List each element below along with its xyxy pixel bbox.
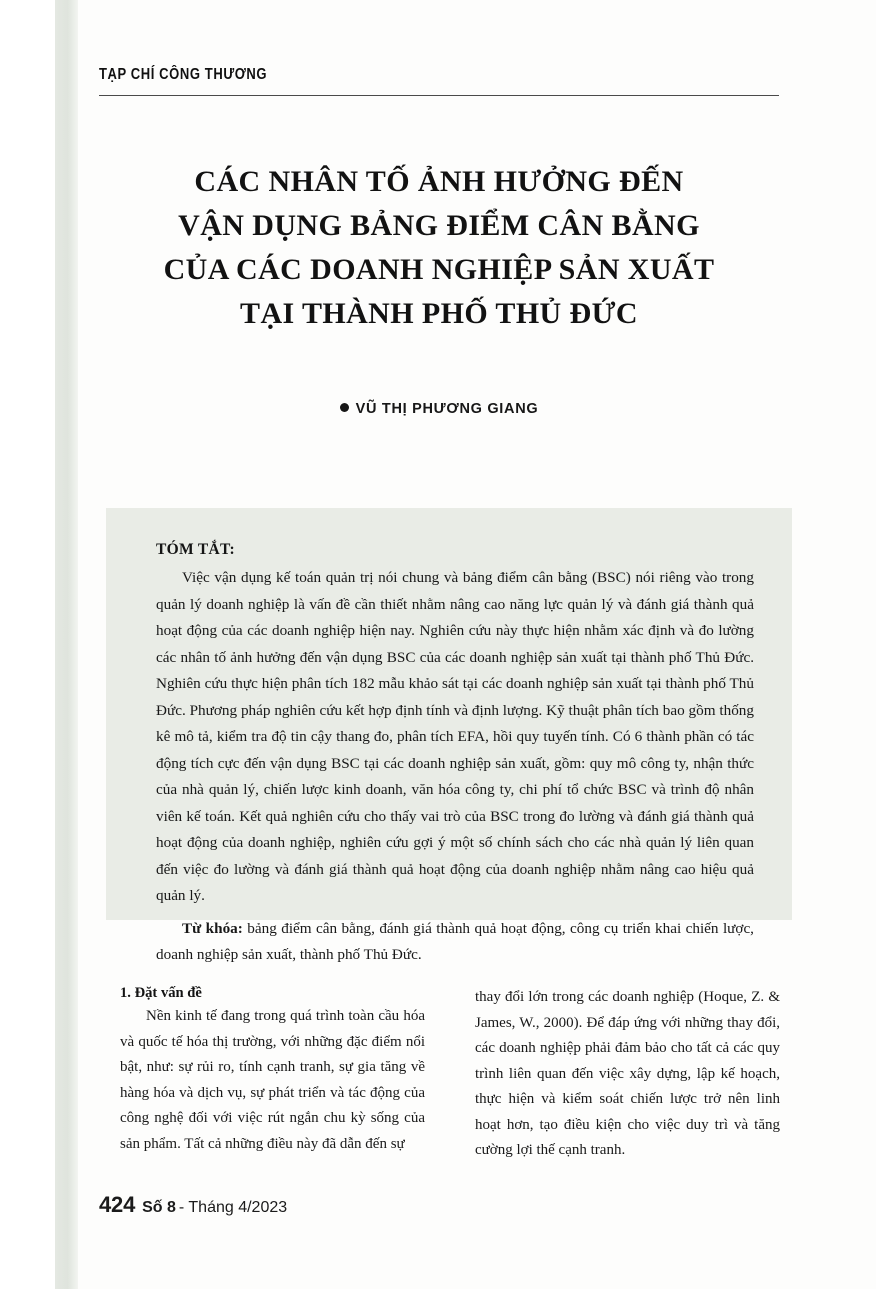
page-outer-margin — [0, 0, 55, 1289]
body-columns — [120, 985, 780, 1185]
filled-circle-icon — [340, 403, 349, 412]
scan-shadow-strip — [55, 0, 78, 1289]
header-divider — [99, 95, 779, 96]
body-column-right — [475, 985, 780, 1164]
section-heading-1: 1. Đặt vấn đề — [120, 985, 202, 1001]
article-title — [99, 160, 779, 336]
body-paragraph-right: thay đổi lớn trong các doanh nghiệp (Hoque, Z. & James, W., 2000). Để đáp ứng với những thay đổi, các doanh nghiệp phải đảm bảo cho tất cả các quy trình liên quan đến việc xây dựng, lập kế hoạch, thực hiện và kiểm soát chiến lược trở nên linh hoạt hơn, tạo điều kiện cho việc duy trì và tăng cường lợi thế cạnh tranh. — [475, 989, 780, 1158]
journal-masthead: TẠP CHÍ CÔNG THƯƠNG — [99, 66, 268, 83]
page-footer — [99, 1192, 287, 1218]
article-title-line-3: CỦA CÁC DOANH NGHIỆP SẢN XUẤT — [163, 253, 715, 286]
abstract-paragraph: Việc vận dụng kế toán quản trị nói chung và bảng điểm cân bằng (BSC) nói riêng vào trong quản lý doanh nghiệp là vấn đề cần thiết nhằm nâng cao năng lực quản lý và đánh giá thành quả hoạt động của các doanh nghiệp hiện nay. Nghiên cứu này thực hiện nhằm xác định và đo lường các nhân tố ảnh hưởng đến vận dụng BSC của các doanh nghiệp sản xuất tại thành phố Thủ Đức. Nghiên cứu thực hiện phân tích 182 mẫu khảo sát tại các doanh nghiệp sản xuất tại thành phố Thủ Đức. Phương pháp nghiên cứu kết hợp định tính và định lượng. Kỹ thuật phân tích bao gồm thống kê mô tả, kiểm tra độ tin cậy thang đo, phân tích EFA, hồi quy tuyến tính. Có 6 thành phần có tác động tích cực đến vận dụng BSC tại các doanh nghiệp sản xuất, gồm: quy mô công ty, nhận thức của nhà quản lý, chiến lược kinh doanh, văn hóa công ty, chi phí tổ chức BSC và trình độ nhân viên kế toán. Kết quả nghiên cứu cho thấy vai trò của BSC trong đo lường và đánh giá thành quả hoạt động của doanh nghiệp, nghiên cứu gợi ý một số chính sách cho các nhà quản lý liên quan đến việc đo lường và đánh giá thành quả hoạt động của doanh nghiệp nhằm nâng cao hiệu quả quản lý. — [156, 569, 754, 904]
abstract-keywords — [156, 916, 754, 969]
abstract-heading: TÓM TẮT: — [156, 541, 235, 558]
keywords-text: bảng điểm cân bằng, đánh giá thành quả hoạt động, công cụ triển khai chiến lược, doanh nghiệp sản xuất, thành phố Thủ Đức. — [156, 919, 754, 963]
article-title-line-1: CÁC NHÂN TỐ ẢNH HƯỞNG ĐẾN — [194, 165, 684, 198]
keywords-label: Từ khóa: — [182, 919, 243, 937]
footer-issue: Số 8 — [142, 1199, 176, 1216]
footer-date: - Tháng 4/2023 — [178, 1199, 288, 1216]
body-paragraph-left: Nền kinh tế đang trong quá trình toàn cầu hóa và quốc tế hóa thị trường, với những đặc điểm nổi bật, như: sự rủi ro, tính cạnh tranh, sự gia tăng về hàng hóa và dịch vụ, sự phát triển và tác động của công nghệ đối với việc rút ngắn chu kỳ sống của sản phẩm. Tất cả những điều này đã dẫn đến sự — [120, 1008, 425, 1152]
abstract-box — [106, 508, 792, 963]
author-byline — [99, 400, 779, 418]
abstract-content — [156, 541, 754, 969]
author-name-wrapper — [340, 401, 539, 417]
body-column-left — [120, 985, 425, 1157]
article-title-line-4: TẠI THÀNH PHỐ THỦ ĐỨC — [240, 297, 638, 330]
footer-page-number: 424 — [99, 1192, 136, 1217]
article-title-line-2: VẬN DỤNG BẢNG ĐIỂM CÂN BẰNG — [178, 209, 700, 242]
author-name: VŨ THỊ PHƯƠNG GIANG — [355, 401, 539, 417]
